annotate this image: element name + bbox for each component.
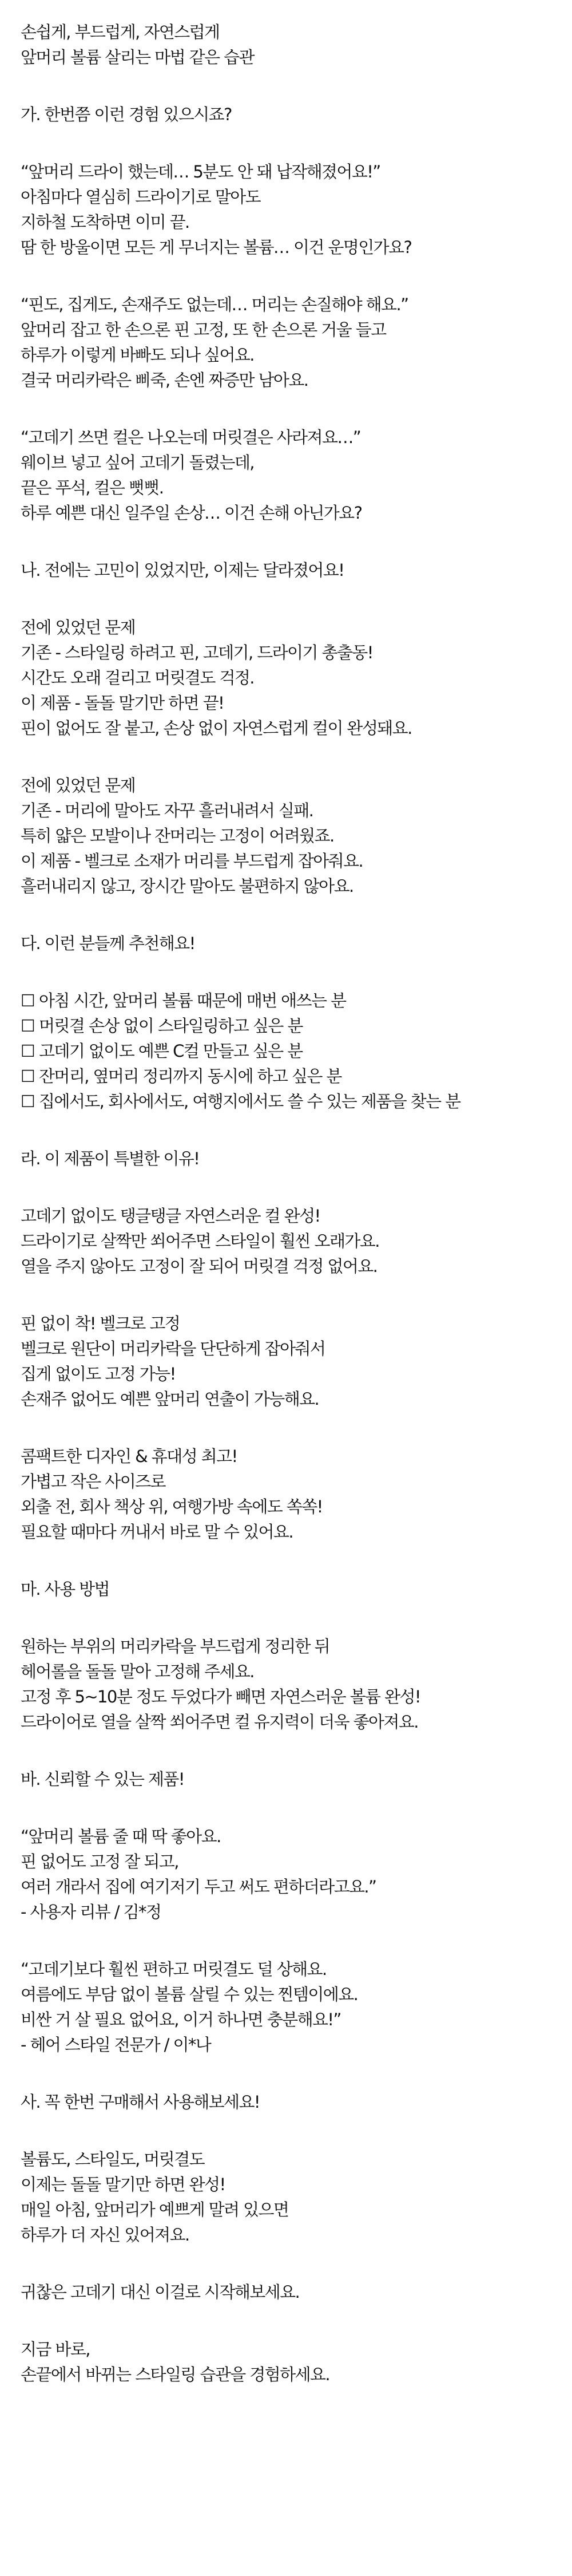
text-line: 나. 전에는 고민이 있었지만, 이제는 달라졌어요! xyxy=(21,560,344,580)
paragraph-spacer xyxy=(21,1602,551,1634)
text-line: 집게 없이도 고정 가능! xyxy=(21,1364,176,1384)
text-line: 매일 아침, 앞머리가 예쁘게 말려 있으면 xyxy=(21,2200,289,2219)
text-line: 하루가 이렇게 바빠도 되나 싶어요. xyxy=(21,345,254,365)
text-line: ☐ 고데기 없이도 예쁜 C컬 만들고 싶은 분 xyxy=(21,1041,303,1061)
text-line: ☐ 머릿결 손상 없이 스타일링하고 싶은 분 xyxy=(21,1016,303,1036)
paragraph-spacer xyxy=(21,260,551,292)
text-line: ☐ 집에서도, 회사에서도, 여행지에서도 쓸 수 있는 제품을 찾는 분 xyxy=(21,1092,460,1111)
text-block-quote-2 xyxy=(21,292,551,393)
text-line: 시간도 오래 걸리고 머릿결도 걱정. xyxy=(21,668,254,688)
text-block-section-sa xyxy=(21,2089,551,2115)
paragraph-spacer xyxy=(21,526,551,558)
text-line: 특히 얇은 모발이나 잔머리는 고정이 어려웠죠. xyxy=(21,826,334,846)
text-line: ☐ 잔머리, 옆머리 정리까지 동시에 하고 싶은 분 xyxy=(21,1066,341,1086)
text-line: - 사용자 리뷰 / 김*정 xyxy=(21,1902,161,1922)
text-line: 볼륨도, 스타일도, 머릿결도 xyxy=(21,2150,205,2169)
text-line: 지하철 도착하면 이미 끝. xyxy=(21,212,189,232)
text-block-section-ga xyxy=(21,102,551,127)
text-line: 핀 없이 착! 벨크로 고정 xyxy=(21,1314,180,1333)
text-block-closing-1 xyxy=(21,2147,551,2247)
text-line: 손재주 없어도 예쁜 앞머리 연출이 가능해요. xyxy=(21,1389,319,1409)
text-line: 헤어롤을 돌돌 말아 고정해 주세요. xyxy=(21,1662,254,1681)
text-line: 원하는 부위의 머리카락을 부드럽게 정리한 뒤 xyxy=(21,1637,329,1656)
text-block-section-ba xyxy=(21,1767,551,1792)
text-line: 다. 이런 분들께 추천해요! xyxy=(21,934,195,953)
text-block-section-da xyxy=(21,931,551,956)
text-line: 필요할 때마다 꺼내서 바로 말 수 있어요. xyxy=(21,1522,293,1542)
text-line: 핀이 없어도 잘 붙고, 손상 없이 자연스럽게 컬이 완성돼요. xyxy=(21,718,412,738)
paragraph-spacer xyxy=(21,1171,551,1203)
paragraph-spacer xyxy=(21,2057,551,2089)
text-line: - 헤어 스타일 전문가 / 이*나 xyxy=(21,2035,211,2055)
text-line: “고데기 쓰면 컬은 나오는데 머릿결은 사라져요…” xyxy=(21,428,361,447)
paragraph-spacer xyxy=(21,1792,551,1824)
paragraph-spacer xyxy=(21,127,551,159)
text-line: 손끝에서 바뀌는 스타일링 습관을 경험하세요. xyxy=(21,2365,329,2384)
text-block-problem-1 xyxy=(21,615,551,741)
paragraph-spacer xyxy=(21,583,551,615)
paragraph-spacer xyxy=(21,2247,551,2279)
paragraph-spacer xyxy=(21,741,551,773)
text-line: 기존 - 머리에 말아도 자꾸 흘러내려서 실패. xyxy=(21,801,313,820)
text-line: 기존 - 스타일링 하려고 핀, 고데기, 드라이기 총출동! xyxy=(21,643,373,662)
text-line: 가볍고 작은 사이즈로 xyxy=(21,1472,165,1491)
paragraph-spacer xyxy=(21,393,551,425)
text-line: 사. 꼭 한번 구매해서 사용해보세요! xyxy=(21,2092,260,2112)
text-block-checklist xyxy=(21,988,551,1114)
text-line: 땀 한 방울이면 모든 게 무너지는 볼륨… 이건 운명인가요? xyxy=(21,238,412,257)
text-line: 이 제품 - 돌돌 말기만 하면 끝! xyxy=(21,693,224,713)
paragraph-spacer xyxy=(21,956,551,988)
text-line: 귀찮은 고데기 대신 이걸로 시작해보세요. xyxy=(21,2282,300,2302)
text-block-section-ra xyxy=(21,1146,551,1171)
text-block-section-na xyxy=(21,558,551,583)
text-block-reason-2 xyxy=(21,1311,551,1412)
text-line: 열을 주지 않아도 고정이 잘 되어 머릿결 걱정 없어요. xyxy=(21,1257,378,1276)
text-block-section-ma xyxy=(21,1577,551,1602)
text-line: 지금 바로, xyxy=(21,2340,90,2359)
paragraph-spacer xyxy=(21,1735,551,1767)
text-block-problem-2 xyxy=(21,773,551,899)
text-line: “앞머리 드라이 했는데… 5분도 안 돼 납작해졌어요!” xyxy=(21,162,380,181)
text-line: 콤팩트한 디자인 & 휴대성 최고! xyxy=(21,1447,237,1466)
paragraph-spacer xyxy=(21,1279,551,1311)
text-line: 고데기 없이도 탱글탱글 자연스러운 컬 완성! xyxy=(21,1206,320,1226)
text-block-reason-1 xyxy=(21,1203,551,1279)
text-line: 고정 후 5~10분 정도 두었다가 빼면 자연스러운 볼륨 완성! xyxy=(21,1687,420,1706)
text-line: 핀 없어도 고정 잘 되고, xyxy=(21,1852,178,1871)
text-line: “앞머리 볼륨 줄 때 딱 좋아요. xyxy=(21,1827,221,1846)
text-line: “핀도, 집게도, 손재주도 없는데… 머리는 손질해야 해요.” xyxy=(21,295,408,314)
paragraph-spacer xyxy=(21,1925,551,1957)
text-block-quote-1 xyxy=(21,159,551,260)
text-line: 드라이어로 열을 살짝 쐬어주면 컬 유지력이 더욱 좋아져요. xyxy=(21,1712,418,1732)
text-line: 여름에도 부담 없이 볼륨 살릴 수 있는 찐템이에요. xyxy=(21,1985,358,2004)
text-line: “고데기보다 훨씬 편하고 머릿결도 덜 상해요. xyxy=(21,1959,327,1979)
text-line: 끝은 푸석, 컬은 뻣뻣. xyxy=(21,478,164,497)
text-line: 이 제품 - 벨크로 소재가 머리를 부드럽게 잡아줘요. xyxy=(21,851,363,871)
text-line: 드라이기로 살짝만 쐬어주면 스타일이 훨씬 오래가요. xyxy=(21,1231,379,1251)
text-line: 흘러내리지 않고, 장시간 말아도 불편하지 않아요. xyxy=(21,876,353,896)
text-line: 전에 있었던 문제 xyxy=(21,776,136,795)
text-line: 웨이브 넣고 싶어 고데기 돌렸는데, xyxy=(21,453,254,472)
text-line: 마. 사용 방법 xyxy=(21,1579,109,1599)
text-block-review-1 xyxy=(21,1824,551,1925)
text-line: 손쉽게, 부드럽게, 자연스럽게 xyxy=(21,22,220,42)
text-block-title xyxy=(21,19,551,70)
text-line: ☐ 아침 시간, 앞머리 볼륨 때문에 매번 애쓰는 분 xyxy=(21,991,346,1010)
text-line: 이제는 돌돌 말기만 하면 완성! xyxy=(21,2175,225,2194)
text-line: 하루 예쁜 대신 일주일 손상… 이건 손해 아닌가요? xyxy=(21,503,362,523)
text-line: 외출 전, 회사 책상 위, 여행가방 속에도 쏙쏙! xyxy=(21,1497,323,1516)
paragraph-spacer xyxy=(21,1412,551,1444)
text-block-closing-2 xyxy=(21,2279,551,2305)
text-block-reason-3 xyxy=(21,1444,551,1544)
paragraph-spacer xyxy=(21,1544,551,1577)
paragraph-spacer xyxy=(21,2115,551,2147)
text-line: 앞머리 잡고 한 손으론 핀 고정, 또 한 손으론 거울 들고 xyxy=(21,320,386,339)
paragraph-spacer xyxy=(21,1114,551,1146)
text-block-closing-3 xyxy=(21,2337,551,2387)
paragraph-spacer xyxy=(21,899,551,931)
text-block-quote-3 xyxy=(21,425,551,526)
text-line: 하루가 더 자신 있어져요. xyxy=(21,2225,189,2245)
text-line: 전에 있었던 문제 xyxy=(21,618,136,637)
text-line: 비싼 거 살 필요 없어요, 이거 하나면 충분해요!” xyxy=(21,2010,341,2029)
text-line: 여러 개라서 집에 여기저기 두고 써도 편하더라고요.” xyxy=(21,1877,376,1897)
text-block-usage xyxy=(21,1634,551,1735)
text-line: 앞머리 볼륨 살리는 마법 같은 습관 xyxy=(21,48,254,67)
text-line: 벨크로 원단이 머리카락을 단단하게 잡아줘서 xyxy=(21,1339,325,1358)
text-line: 가. 한번쯤 이런 경험 있으시죠? xyxy=(21,105,232,124)
text-block-review-2 xyxy=(21,1957,551,2057)
text-line: 결국 머리카락은 삐죽, 손엔 짜증만 남아요. xyxy=(21,370,308,390)
text-line: 라. 이 제품이 특별한 이유! xyxy=(21,1149,200,1168)
paragraph-spacer xyxy=(21,70,551,102)
paragraph-spacer xyxy=(21,2305,551,2337)
text-line: 바. 신뢰할 수 있는 제품! xyxy=(21,1769,184,1789)
text-line: 아침마다 열심히 드라이기로 말아도 xyxy=(21,187,261,207)
